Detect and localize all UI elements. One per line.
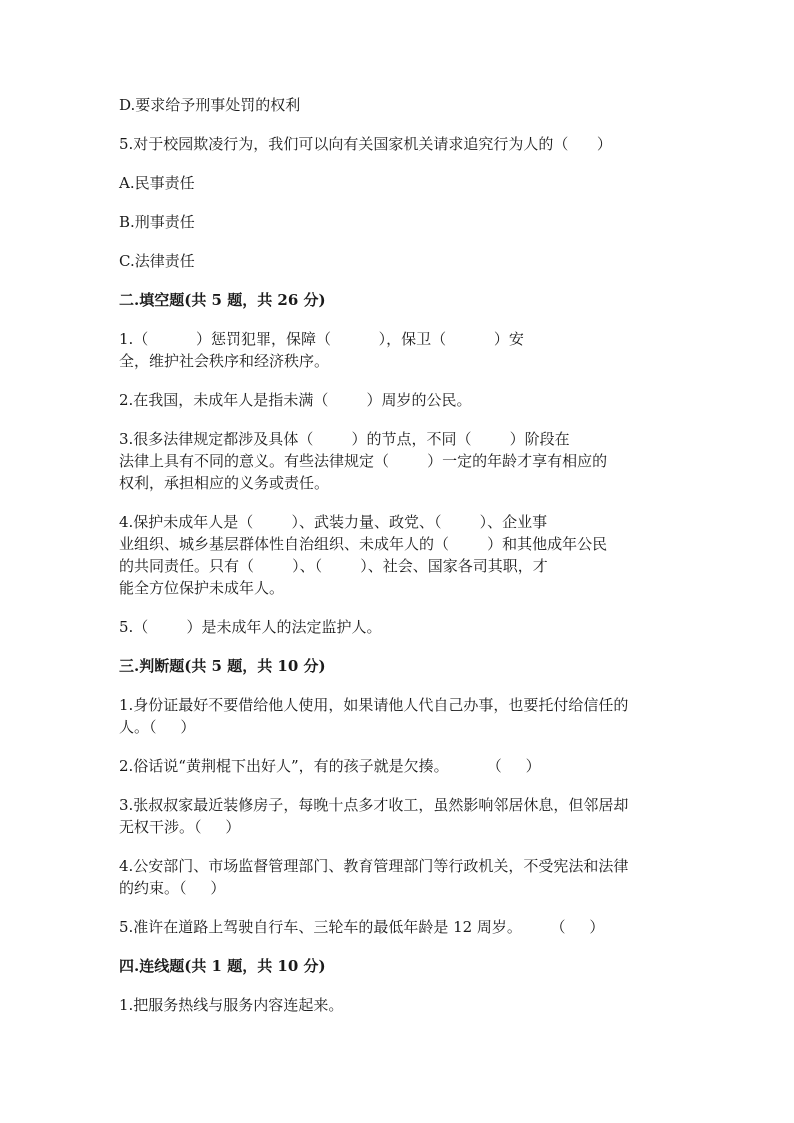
document-content (119, 94, 675, 1033)
text-line: 4.公安部门、市场监督管理部门、教育管理部门等行政机关，不受宪法和法律 (119, 857, 629, 875)
question-item (119, 511, 675, 599)
question-item (119, 916, 675, 938)
question-item (119, 389, 675, 411)
question-item (119, 133, 675, 155)
text-line: 法律上具有不同的意义。有些法律规定（ ）一定的年龄才享有相应的 (119, 452, 608, 470)
question-item (119, 755, 675, 777)
text-line: 1.身份证最好不要借给他人使用，如果请他人代自己办事，也要托付给信任的 (119, 696, 629, 714)
text-line: 3.很多法律规定都涉及具体（ ）的节点，不同（ ）阶段在 (119, 430, 570, 448)
text-line: 5.（ ）是未成年人的法定监护人。 (119, 618, 382, 636)
question-item (119, 172, 675, 194)
text-line: 人。（ ） (119, 718, 196, 736)
text-line: D.要求给予刑事处罚的权利 (119, 96, 301, 114)
question-item (119, 211, 675, 233)
section-heading (119, 289, 675, 311)
text-line: 4.保护未成年人是（ ）、武装力量、政党、（ ）、企业事 (119, 513, 548, 531)
text-line: 3.张叔叔家最近装修房子，每晚十点多才收工，虽然影响邻居休息，但邻居却 (119, 796, 629, 814)
text-line: B.刑事责任 (119, 213, 195, 231)
question-item (119, 994, 675, 1016)
text-line: 全，维护社会秩序和经济秩序。 (119, 352, 330, 370)
question-item (119, 794, 675, 838)
question-item (119, 94, 675, 116)
section-heading (119, 955, 675, 977)
text-line: 无权干涉。（ ） (119, 818, 241, 836)
text-line: 5.准许在道路上驾驶自行车、三轮车的最低年龄是 12 周岁。 （ ） (119, 918, 605, 936)
question-item (119, 250, 675, 272)
text-line: 1.（ ）惩罚犯罪，保障（ ），保卫（ ）安 (119, 330, 524, 348)
text-line: 权利，承担相应的义务或责任。 (119, 474, 330, 492)
text-line: 2.俗话说“黄荆棍下出好人”，有的孩子就是欠揍。 （ ） (119, 757, 541, 775)
text-line: 5.对于校园欺凌行为，我们可以向有关国家机关请求追究行为人的（ ） (119, 135, 612, 153)
text-line: 能全方位保护未成年人。 (119, 579, 285, 597)
question-item (119, 855, 675, 899)
text-line: 2.在我国，未成年人是指未满（ ）周岁的公民。 (119, 391, 472, 409)
text-line: 业组织、城乡基层群体性自治组织、未成年人的（ ）和其他成年公民 (119, 535, 608, 553)
text-line: C.法律责任 (119, 252, 195, 270)
question-item (119, 328, 675, 372)
text-line: 的约束。（ ） (119, 879, 226, 897)
question-item (119, 616, 675, 638)
question-item (119, 694, 675, 738)
section-heading (119, 655, 675, 677)
question-item (119, 428, 675, 494)
text-line: 四.连线题(共 1 题，共 10 分) (119, 957, 326, 975)
text-line: A.民事责任 (119, 174, 195, 192)
text-line: 1.把服务热线与服务内容连起来。 (119, 996, 344, 1014)
text-line: 的共同责任。只有（ ）、（ ）、社会、国家各司其职，才 (119, 557, 548, 575)
text-line: 三.判断题(共 5 题，共 10 分) (119, 657, 326, 675)
text-line: 二.填空题(共 5 题，共 26 分) (119, 291, 326, 309)
